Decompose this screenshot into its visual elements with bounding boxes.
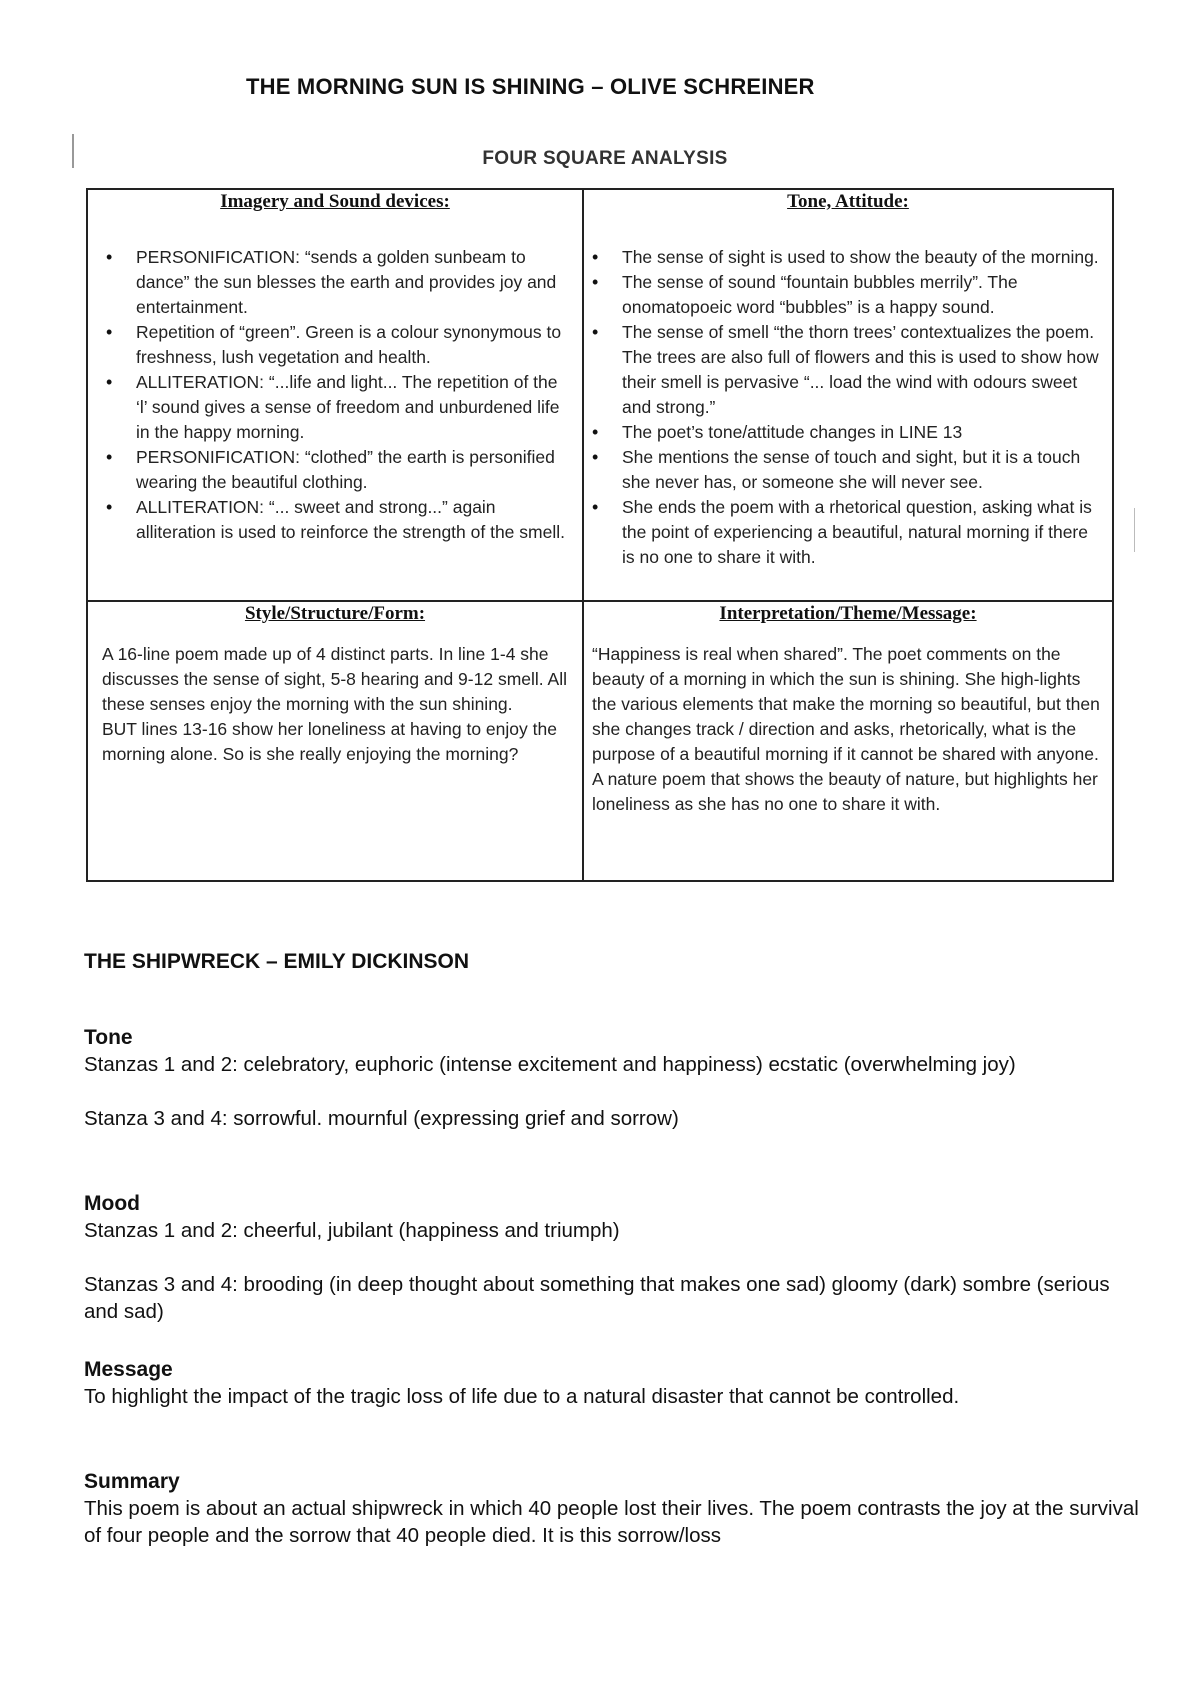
paragraph: Stanzas 1 and 2: celebratory, euphoric (intense excitement and happiness) ecstatic (overwhelming joy) xyxy=(84,1053,1016,1076)
list-item: • PERSONIFICATION: “clothed” the earth is personified wearing the beautiful clothing. xyxy=(136,445,568,495)
summary-section xyxy=(84,1468,1144,1549)
imagery-heading: Imagery and Sound devices: xyxy=(220,191,450,212)
message-section xyxy=(84,1356,1144,1410)
list-item: • ALLITERATION: “... sweet and strong...” again alliteration is used to reinforce the strength of the smell. xyxy=(136,495,568,545)
paragraph: A nature poem that shows the beauty of nature, but highlights her loneliness as she has no one to share it with. xyxy=(592,769,1098,814)
list-item: • Repetition of “green”. Green is a colour synonymous to freshness, lush vegetation and health. xyxy=(136,320,568,370)
list-item: • PERSONIFICATION: “sends a golden sunbeam to dance” the sun blesses the earth and provides joy and entertainment. xyxy=(136,245,568,320)
section-heading: Mood xyxy=(84,1192,140,1215)
paragraph: Stanza 3 and 4: sorrowful. mournful (expressing grief and sorrow) xyxy=(84,1107,679,1130)
list-item: • She mentions the sense of touch and sight, but it is a touch she never has, or someone she will never see. xyxy=(622,445,1104,495)
poem2-title: THE SHIPWRECK – EMILY DICKINSON xyxy=(84,950,470,973)
style-heading: Style/Structure/Form: xyxy=(244,603,426,624)
theme-heading: Interpretation/Theme/Message: xyxy=(719,603,977,624)
tone-list xyxy=(622,245,1104,570)
tone-section xyxy=(84,1024,1144,1132)
style-text xyxy=(102,642,572,767)
margin-mark xyxy=(1134,508,1135,552)
list-item: • The sense of sight is used to show the beauty of the morning. xyxy=(622,245,1104,270)
paragraph: A 16-line poem made up of 4 distinct parts. In line 1-4 she discusses the sense of sight, 5-8 hearing and 9-12 smell. All these senses enjoy the morning with the sun shining. xyxy=(102,644,567,714)
paragraph: “Happiness is real when shared”. The poet comments on the beauty of a morning in which the sun is shining. She high-lights the various elements that make the morning so beautiful, but then she changes track / direction and asks, rhetorically, what is the purpose of a beautiful morning if it cannot be shared with anyone. xyxy=(592,644,1100,764)
list-item: • The sense of sound “fountain bubbles merrily”. The onomatopoeic word “bubbles” is a happy sound. xyxy=(622,270,1104,320)
paragraph: Stanzas 1 and 2: cheerful, jubilant (happiness and triumph) xyxy=(84,1219,620,1242)
paragraph: BUT lines 13-16 show her loneliness at having to enjoy the morning alone. So is she really enjoying the morning? xyxy=(102,719,557,764)
analysis-heading: FOUR SQUARE ANALYSIS xyxy=(482,148,728,169)
poem1-title: THE MORNING SUN IS SHINING – OLIVE SCHREINER xyxy=(246,74,815,99)
four-square-table xyxy=(86,188,1114,882)
tone-cell xyxy=(584,190,1112,600)
paragraph: To highlight the impact of the tragic loss of life due to a natural disaster that cannot be controlled. xyxy=(84,1385,960,1408)
theme-cell xyxy=(584,602,1112,880)
imagery-cell xyxy=(88,190,582,600)
paragraph: Stanzas 3 and 4: brooding (in deep thought about something that makes one sad) gloomy (dark) sombre (serious and sad) xyxy=(84,1273,1110,1323)
tone-heading: Tone, Attitude: xyxy=(787,191,909,212)
section-heading: Summary xyxy=(84,1470,180,1493)
section-heading: Tone xyxy=(84,1026,133,1049)
list-item: • The sense of smell “the thorn trees’ contextualizes the poem. The trees are also full of flowers and this is used to show how their smell is pervasive “... load the wind with odours sweet and strong.” xyxy=(622,320,1104,420)
imagery-list xyxy=(136,245,568,545)
mood-section xyxy=(84,1190,1144,1325)
list-item: • She ends the poem with a rhetorical question, asking what is the point of experiencing a beautiful, natural morning if there is no one to share it with. xyxy=(622,495,1104,570)
list-item: • ALLITERATION: “...life and light... The repetition of the ‘l’ sound gives a sense of freedom and unburdened life in the happy morning. xyxy=(136,370,568,445)
section-heading: Message xyxy=(84,1358,173,1381)
theme-text xyxy=(592,642,1106,817)
style-cell xyxy=(88,602,582,880)
list-item: • The poet’s tone/attitude changes in LINE 13 xyxy=(622,420,1104,445)
paragraph: This poem is about an actual shipwreck in which 40 people lost their lives. The poem contrasts the joy at the survival of four people and the sorrow that 40 people died. It is this sorrow/loss xyxy=(84,1497,1139,1547)
